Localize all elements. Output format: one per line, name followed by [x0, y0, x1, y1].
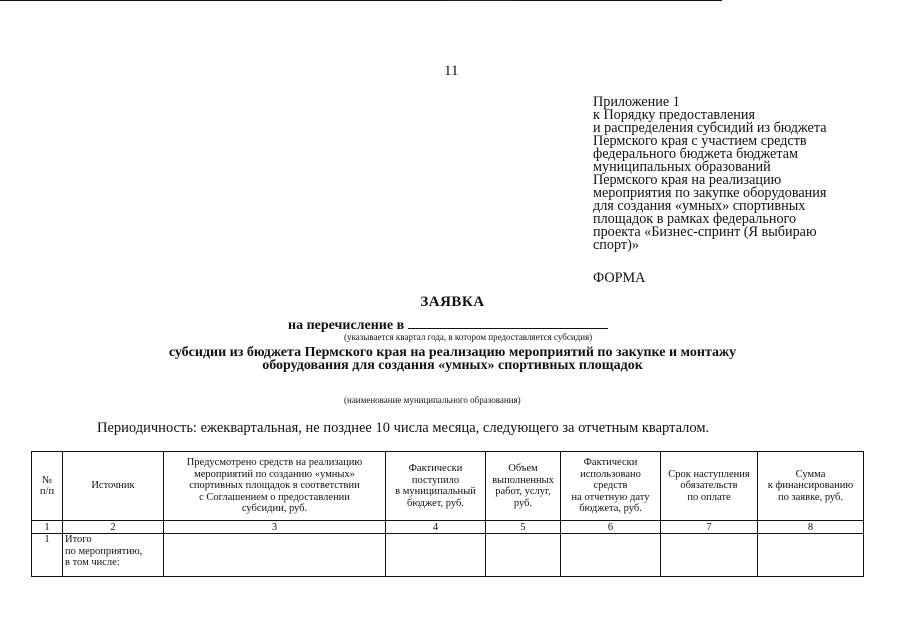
annex-line: и распределения субсидий из бюджета — [593, 120, 827, 136]
column-number: 7 — [661, 521, 758, 534]
document-title: ЗАЯВКА — [420, 294, 485, 310]
transfer-prefix: на перечисление в — [288, 318, 405, 333]
header-cell: Сумма к финансированию по заявке, руб. — [758, 452, 864, 521]
requested-amount-cell[interactable] — [758, 534, 864, 577]
header-cell: Источник — [63, 452, 164, 521]
used-funds-cell[interactable] — [561, 534, 661, 577]
table-row — [32, 534, 864, 577]
subsidy-line: субсидии из бюджета Пермского края на реализацию мероприятий по закупке и монтажу — [168, 345, 737, 360]
column-number: 2 — [63, 521, 164, 534]
column-number: 3 — [164, 521, 386, 534]
column-number: 6 — [561, 521, 661, 534]
annex-line: спорт)» — [593, 237, 639, 253]
annex-line: площадок в рамках федерального — [593, 211, 797, 227]
received-funds-cell[interactable] — [386, 534, 486, 577]
table-header-row — [32, 452, 864, 521]
annex-line: Приложение 1 — [593, 94, 680, 110]
annex-line: муниципальных образований — [593, 159, 771, 175]
application-table — [31, 451, 864, 577]
work-volume-cell[interactable] — [486, 534, 561, 577]
annex-block — [593, 96, 893, 252]
annex-line: федерального бюджета бюджетам — [593, 146, 798, 162]
payment-deadline-cell[interactable] — [661, 534, 758, 577]
annex-line: проекта «Бизнес-спринт (Я выбираю — [593, 224, 817, 240]
subsidy-line: оборудования для создания «умных» спортивных площадок — [262, 358, 643, 373]
header-cell: № п/п — [32, 452, 63, 521]
annex-line: к Порядку предоставления — [593, 107, 755, 123]
planned-funds-cell[interactable] — [164, 534, 386, 577]
annex-line: для создания «умных» спортивных — [593, 198, 806, 214]
column-number: 5 — [486, 521, 561, 534]
header-cell: Фактически поступило в муниципальный бюджет, руб. — [386, 452, 486, 521]
municipality-blank-line[interactable] — [0, 0, 722, 1]
annex-line: Пермского края с участием средств — [593, 133, 807, 149]
subsidy-heading — [0, 346, 905, 372]
column-number: 8 — [758, 521, 864, 534]
header-cell: Фактически использовано средств на отчетную дату бюджета, руб. — [561, 452, 661, 521]
quarter-blank-field[interactable] — [408, 316, 608, 329]
column-number-row — [32, 521, 864, 534]
top-edge-line — [446, 0, 514, 1]
header-cell: Объем выполненных работ, услуг, руб. — [486, 452, 561, 521]
quarter-note: (указывается квартал года, в котором предоставляется субсидия) — [344, 332, 593, 342]
annex-line: Пермского края на реализацию — [593, 172, 782, 188]
annex-line: мероприятия по закупке оборудования — [593, 185, 827, 201]
periodicity-text: Периодичность: ежеквартальная, не позднее 10 числа месяца, следующего за отчетным кварталом. — [97, 420, 710, 436]
header-cell: Предусмотрено средств на реализацию мероприятий по созданию «умных» спортивных площадок в соответствии с Соглашением о предоставлении субсидии, руб. — [164, 452, 386, 521]
form-label: ФОРМА — [593, 270, 646, 286]
row-number: 1 — [32, 534, 63, 577]
column-number: 4 — [386, 521, 486, 534]
page-number: 11 — [444, 63, 459, 79]
column-number: 1 — [32, 521, 63, 534]
source-cell: Итого по мероприятию, в том числе: — [63, 534, 164, 577]
municipality-note: (наименование муниципального образования) — [344, 395, 521, 405]
header-cell: Срок наступления обязательств по оплате — [661, 452, 758, 521]
